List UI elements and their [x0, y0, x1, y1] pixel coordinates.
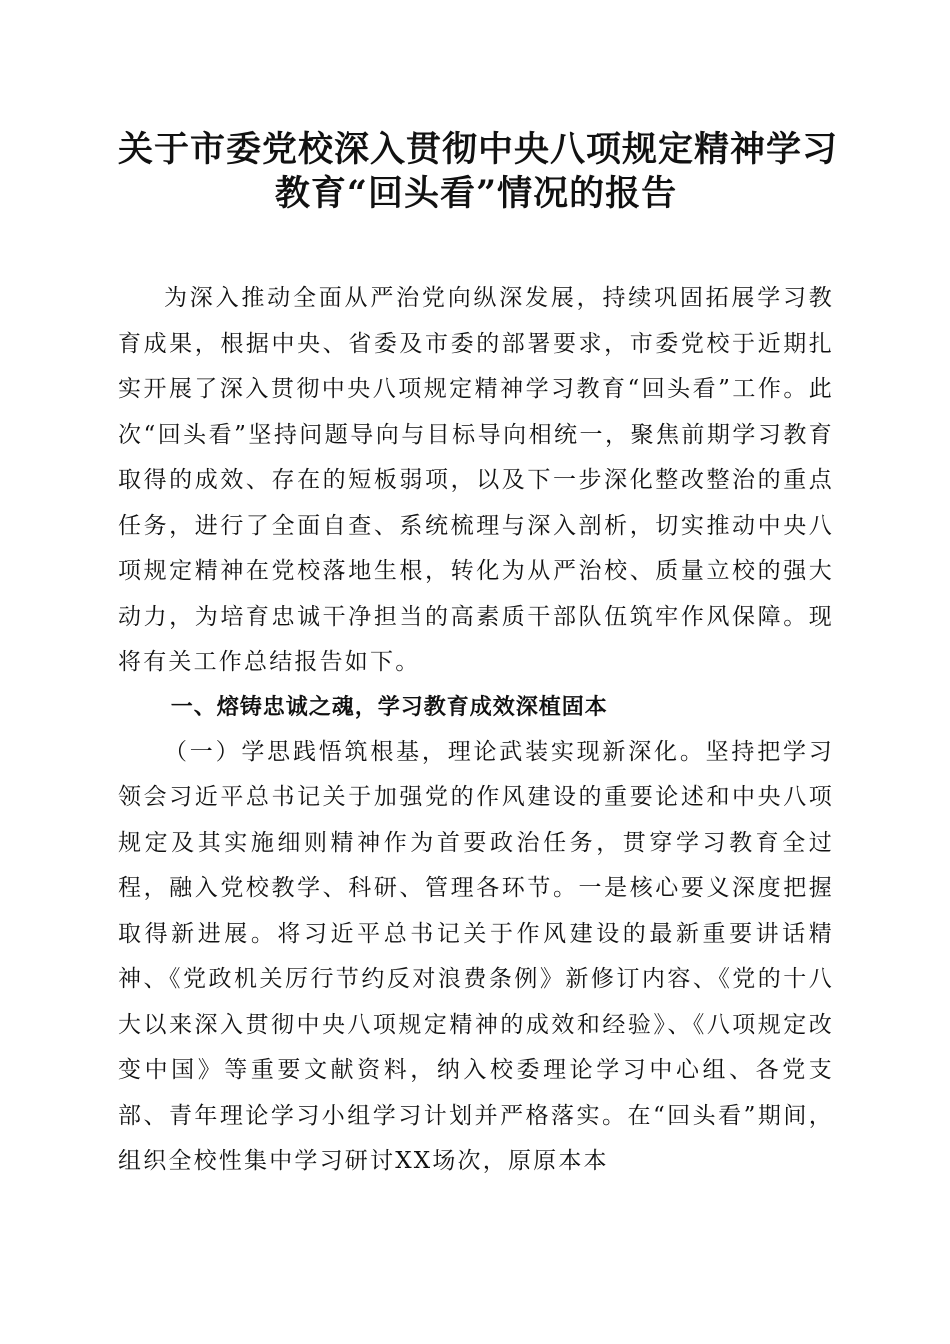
intro-paragraph: 为深入推动全面从严治党向纵深发展，持续巩固拓展学习教育成果，根据中央、省委及市委的部署要求，市委党校于近期扎实开展了深入贯彻中央八项规定精神学习教育“回头看”工作。此次“回头看”坚持问题导向与目标导向相统一，聚焦前期学习教育取得的成效、存在的短板弱项，以及下一步深化整改整治的重点任务，进行了全面自查、系统梳理与深入剖析，切实推动中央八项规定精神在党校落地生根，转化为从严治校、质量立校的强大动力，为培育忠诚干净担当的高素质干部队伍筑牢作风保障。现将有关工作总结报告如下。	[118, 285, 834, 675]
subsection-body: 坚持把学习领会习近平总书记关于加强党的作风建设的重要论述和中央八项规定及其实施细则精神作为首要政治任务，贯穿学习教育全过程，融入党校教学、科研、管理各环节。一是核心要义深度把握取得新进展。将习近平总书记关于作风建设的最新重要讲话精神、《党政机关厉行节约反对浪费条例》新修订内容、《党的十八大以来深入贯彻中央八项规定精神的成效和经验》、《八项规定改变中国》等重要文献资料，纳入校委理论学习中心组、各党支部、青年理论学习小组学习计划并严格落实。在“回头看”期间，组织全校性集中学习研讨XX场次，原原本本	[118, 738, 835, 1174]
title-line-2: 教育“回头看”情况的报告	[274, 173, 678, 214]
document-page	[118, 128, 839, 1185]
section-heading-1: 一、熔铸忠诚之魂，学习教育成效深植固本	[170, 694, 608, 720]
document-title	[118, 128, 839, 216]
subsection-paragraph-1	[118, 730, 834, 1185]
title-line-1: 关于市委党校深入贯彻中央八项规定精神学习	[118, 129, 839, 170]
subsection-lead: （一）学思践悟筑根基，理论武装实现新深化。	[164, 738, 706, 765]
